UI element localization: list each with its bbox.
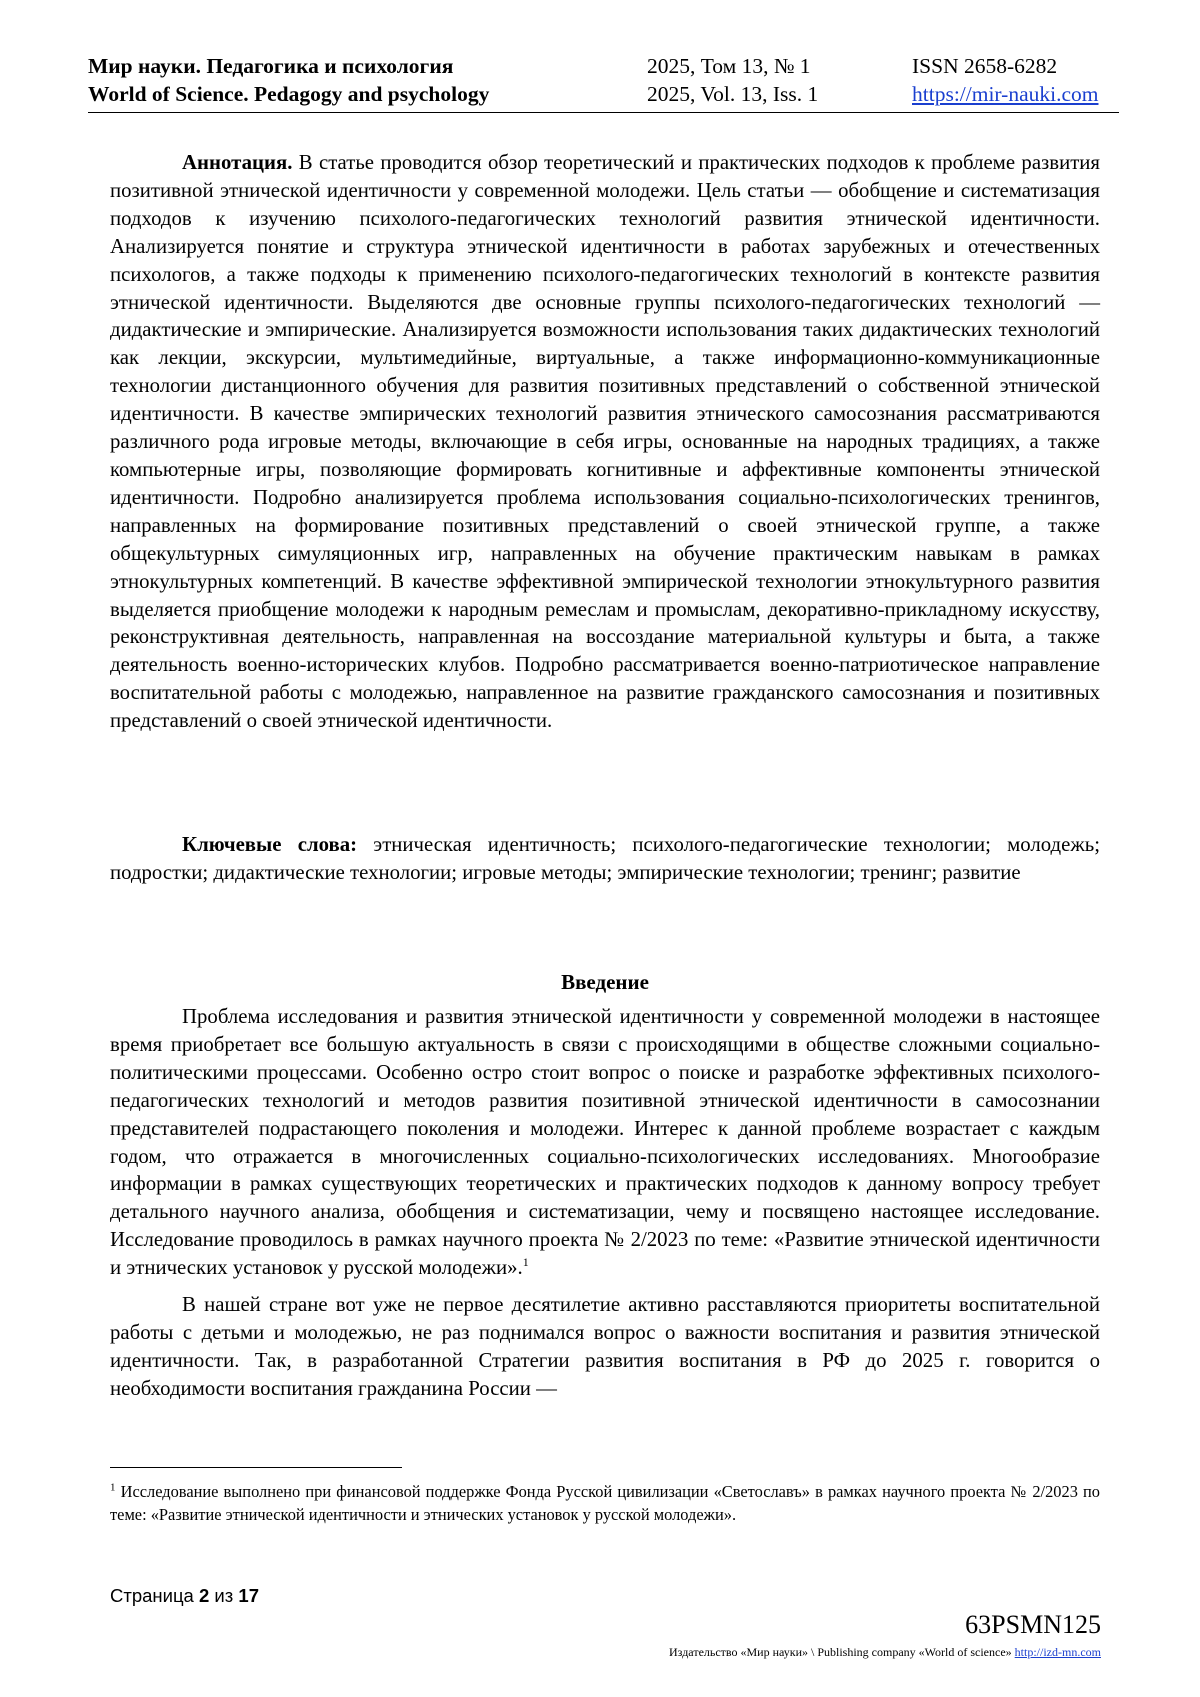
footnote-reference[interactable]: 1 [522, 1255, 529, 1270]
keywords-label: Ключевые слова: [182, 833, 358, 856]
keywords-text: этническая идентичность; психолого-педагогические технологии; молодежь; подростки; дидактические технологии; игровые методы; эмпирические технологии; тренинг; развитие [110, 833, 1100, 884]
journal-title [88, 52, 489, 108]
abstract-text: В статье проводится обзор теоретический и практических подходов к проблеме развития позитивной этнической идентичности у современной молодежи. Цель статьи — обобщение и систематизация подходов к изучению психолого-педагогических технологий развития этнической идентичности. Анализируется понятие и структура этнической идентичности в работах зарубежных и отечественных психологов, а также подходы к применению психолого-педагогических технологий в контексте развития этнической идентичности. Выделяются две основные группы психолого-педагогических технологий — дидактические и эмпирические. Анализируется возможности использования таких дидактических технологий как лекции, экскурсии, мультимедийные, виртуальные, а также информационно-коммуникационные технологии дистанционного обучения для развития позитивных представлений о собственной этнической идентичности. В качестве эмпирических технологий развития этнического самосознания рассматриваются различного рода игровые методы, включающие в себя игры, основанные на народных традициях, а также компьютерные игры, позволяющие формировать когнитивные и аффективные компоненты этнической идентичности. Подробно анализируется проблема использования социально-психологических тренингов, направленных на формирование позитивных представлений о своей этнической группе, а также общекультурных симуляционных игр, направленных на обучение практическим навыкам в рамках этнокультурных компетенций. В качестве эффективной эмпирической технологии этнокультурного развития выделяется приобщение молодежи к народным ремеслам и промыслам, декоративно-прикладному искусству, реконструктивная деятельность, направленная на воссоздание материальной культуры и быта, а также деятельность военно-исторических клубов. Подробно рассматривается военно-патриотическое направление воспитательной работы с молодежью, направленное на развитие гражданского самосознания и позитивных представлений о своей этнической идентичности. [110, 151, 1100, 733]
abstract-label: Аннотация. [182, 151, 293, 174]
intro-section [110, 1003, 1100, 1403]
footnote-divider [110, 1467, 402, 1468]
journal-title-en: World of Science. Pedagogy and psychology [88, 82, 490, 106]
journal-title-ru: Мир науки. Педагогика и психология [88, 54, 454, 78]
journal-identifiers [912, 52, 1098, 108]
keywords-section [110, 831, 1100, 887]
intro-paragraph-1 [110, 1003, 1100, 1282]
footnote-number: 1 [110, 1481, 116, 1494]
journal-link[interactable]: https://mir-nauki.com [912, 82, 1099, 106]
footnote-text: Исследование выполнено при финансовой поддержке Фонда Русской цивилизации «Светославъ» в рамках научного проекта № 2/2023 по теме: «Развитие этнической идентичности и этнических установок у русской молодежи». [110, 1482, 1100, 1524]
issue-info [647, 52, 818, 108]
intro-paragraph-1-text: Проблема исследования и развития этнической идентичности у современной молодежи в настоящее время приобретает все большую актуальность в связи с происходящими в обществе сложными социально-политическими процессами. Особенно остро стоит вопрос о поиске и разработке эффективных психолого-педагогических технологий и методов развития позитивной этнической идентичности в самосознании представителей подрастающего поколения и молодежи. Интерес к данной проблеме возрастает с каждым годом, что отражается в многочисленных социально-психологических исследованиях. Многообразие информации в рамках существующих теоретических и практических подходов к данному вопросу требует детального научного анализа, обобщения и систематизации, чему и посвящено настоящее исследование. Исследование проводилось в рамках научного проекта № 2/2023 по теме: «Развитие этнической идентичности и этнических установок у русской молодежи». [110, 1005, 1100, 1280]
page-mid: из [209, 1585, 239, 1606]
page-counter [110, 1584, 259, 1608]
article-code: 63PSMN125 [965, 1610, 1101, 1639]
abstract-section [110, 149, 1100, 735]
page-total: 17 [238, 1585, 259, 1606]
page-current: 2 [199, 1585, 210, 1606]
header-divider [88, 112, 1119, 113]
footnote [110, 1481, 1100, 1526]
issn: ISSN 2658-6282 [912, 54, 1058, 78]
publisher-line [669, 1644, 1101, 1660]
publisher-link[interactable]: http://izd-mn.com [1014, 1645, 1101, 1659]
abstract-paragraph [110, 149, 1100, 735]
intro-paragraph-2: В нашей стране вот уже не первое десятилетие активно расставляются приоритеты воспитательной работы с детьми и молодежью, не раз поднимался вопрос о важности воспитания и развития этнической идентичности. Так, в разработанной Стратегии развития воспитания в РФ до 2025 г. говорится о необходимости воспитания гражданина России — [110, 1293, 1100, 1400]
keywords-paragraph [110, 831, 1100, 887]
page-prefix: Страница [110, 1585, 199, 1606]
publisher-text: Издательство «Мир науки» \ Publishing company «World of science» [669, 1645, 1015, 1659]
issue-info-ru: 2025, Том 13, № 1 [647, 54, 811, 78]
issue-info-en: 2025, Vol. 13, Iss. 1 [647, 82, 819, 106]
section-heading-intro: Введение [561, 970, 649, 994]
